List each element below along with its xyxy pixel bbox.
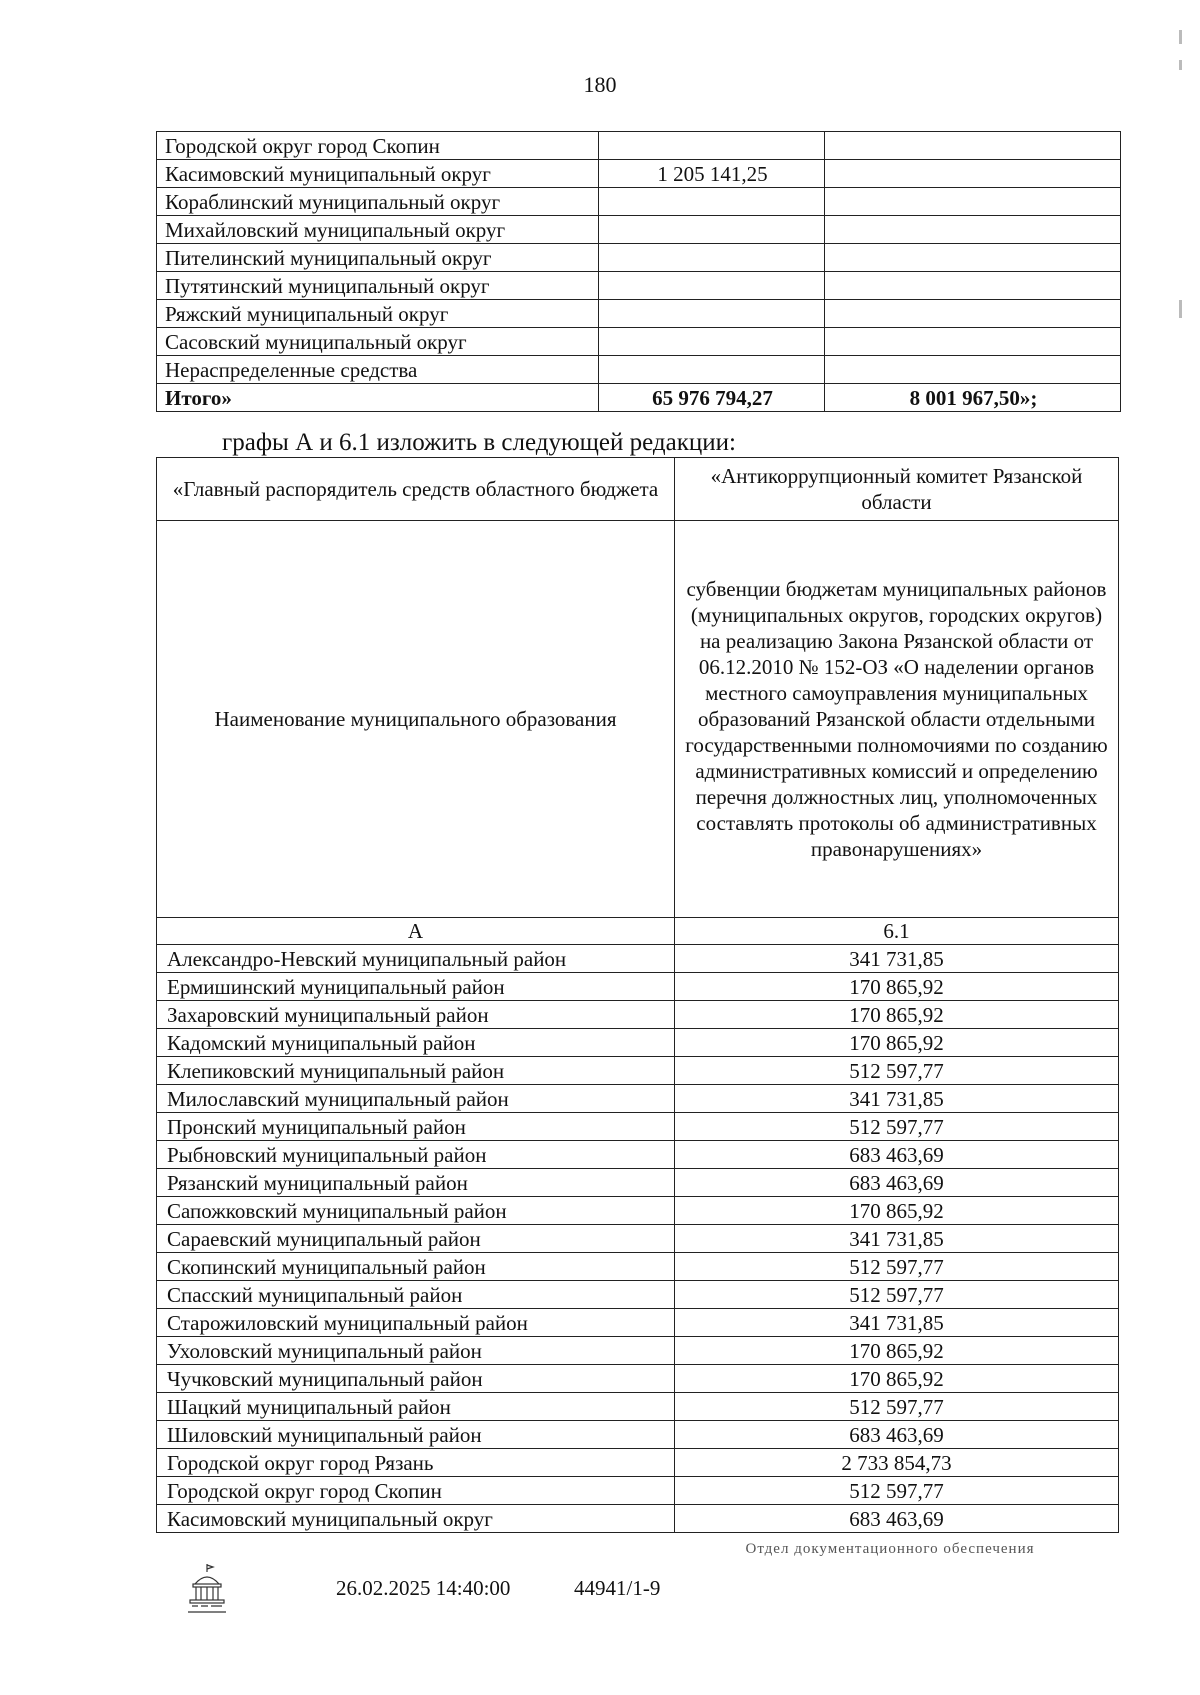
table-row xyxy=(157,1141,1119,1169)
subvention-amount-cell: 170 865,92 xyxy=(675,1197,1119,1225)
subvention-amount-cell: 512 597,77 xyxy=(675,1281,1119,1309)
municipality-name-cell: Чучковский муниципальный район xyxy=(157,1365,675,1393)
subvention-amount-cell: 341 731,85 xyxy=(675,945,1119,973)
subvention-table xyxy=(156,457,1119,1533)
municipality-name-cell: Шиловский муниципальный район xyxy=(157,1421,675,1449)
subvention-amount-cell: 512 597,77 xyxy=(675,1477,1119,1505)
table-row xyxy=(157,188,1121,216)
municipality-name-cell: Касимовский муниципальный округ xyxy=(157,1505,675,1533)
amount-cell xyxy=(825,244,1121,272)
footer-doc-code: 44941/1-9 xyxy=(574,1576,661,1600)
municipality-name-cell: Касимовский муниципальный округ xyxy=(157,160,599,188)
table-row xyxy=(157,1057,1119,1085)
amount-cell xyxy=(599,272,825,300)
total-amount: 65 976 794,27 xyxy=(599,384,825,412)
amount-cell xyxy=(825,356,1121,384)
table-row xyxy=(157,1477,1119,1505)
table-header-row-budget-holder xyxy=(157,458,1119,521)
municipality-name-cell: Пителинский муниципальный округ xyxy=(157,244,599,272)
header-municipality-name: Наименование муниципального образования xyxy=(157,521,675,918)
amount-cell xyxy=(599,188,825,216)
subvention-amount-cell: 341 731,85 xyxy=(675,1085,1119,1113)
scan-edge-mark xyxy=(1179,30,1182,44)
subvention-amount-cell: 170 865,92 xyxy=(675,973,1119,1001)
municipality-name-cell: Михайловский муниципальный округ xyxy=(157,216,599,244)
municipality-name-cell: Старожиловский муниципальный район xyxy=(157,1309,675,1337)
municipality-name-cell: Ряжский муниципальный округ xyxy=(157,300,599,328)
subvention-amount-cell: 683 463,69 xyxy=(675,1505,1119,1533)
table-row xyxy=(157,1029,1119,1057)
municipality-name-cell: Кадомский муниципальный район xyxy=(157,1029,675,1057)
total-row xyxy=(157,384,1121,412)
table-row xyxy=(157,1337,1119,1365)
footer-department-stamp: Отдел документационного обеспечения xyxy=(745,1541,1035,1557)
municipality-name-cell: Городской округ город Скопин xyxy=(157,1477,675,1505)
amount-cell xyxy=(825,300,1121,328)
table-row xyxy=(157,1169,1119,1197)
subvention-amount-cell: 170 865,92 xyxy=(675,1029,1119,1057)
table-row xyxy=(157,1253,1119,1281)
amount-cell xyxy=(599,132,825,160)
table-row xyxy=(157,1001,1119,1029)
table-row xyxy=(157,160,1121,188)
amount-cell xyxy=(599,216,825,244)
table-row xyxy=(157,1309,1119,1337)
table-row xyxy=(157,1449,1119,1477)
total-label: Итого» xyxy=(157,384,599,412)
amount-cell xyxy=(599,328,825,356)
municipality-name-cell: Нераспределенные средства xyxy=(157,356,599,384)
amount-cell xyxy=(825,132,1121,160)
municipality-name-cell: Клепиковский муниципальный район xyxy=(157,1057,675,1085)
table-row xyxy=(157,328,1121,356)
municipality-name-cell: Сапожковский муниципальный район xyxy=(157,1197,675,1225)
table-row xyxy=(157,1281,1119,1309)
municipality-name-cell: Скопинский муниципальный район xyxy=(157,1253,675,1281)
amount-cell xyxy=(825,272,1121,300)
table-row xyxy=(157,945,1119,973)
subvention-amount-cell: 170 865,92 xyxy=(675,1365,1119,1393)
municipality-name-cell: Путятинский муниципальный округ xyxy=(157,272,599,300)
subvention-amount-cell: 512 597,77 xyxy=(675,1113,1119,1141)
amount-cell: 1 205 141,25 xyxy=(599,160,825,188)
table-row xyxy=(157,1393,1119,1421)
table-row xyxy=(157,272,1121,300)
top-table-body xyxy=(157,132,1121,412)
amount-cell xyxy=(825,328,1121,356)
amount-cell xyxy=(599,244,825,272)
scan-edge-mark xyxy=(1179,60,1182,70)
municipality-name-cell: Шацкий муниципальный район xyxy=(157,1393,675,1421)
page-number: 180 xyxy=(583,72,617,97)
municipality-name-cell: Ермишинский муниципальный район xyxy=(157,973,675,1001)
amount-cell xyxy=(825,160,1121,188)
column-letter-6-1: 6.1 xyxy=(675,918,1119,945)
header-subvention-description: субвенции бюджетам муниципальных районов (муниципальных округов, городских округов) на реализацию Закона Рязанской области от 06.12.2010 № 152-ОЗ «О наделении органов местного самоуправления муниципальных образований Рязанской области отдельными государственными полномочиями по созданию административных комиссий и определению перечня должностных лиц, уполномоченных составлять протоколы об административных правонарушениях» xyxy=(675,521,1119,918)
table-column-letters-row xyxy=(157,918,1119,945)
municipality-name-cell: Спасский муниципальный район xyxy=(157,1281,675,1309)
municipality-name-cell: Городской округ город Рязань xyxy=(157,1449,675,1477)
scan-edge-mark xyxy=(1179,300,1182,318)
table-row xyxy=(157,300,1121,328)
top-table xyxy=(156,131,1121,412)
subvention-amount-cell: 170 865,92 xyxy=(675,1337,1119,1365)
municipality-name-cell: Пронский муниципальный район xyxy=(157,1113,675,1141)
table-header-row-columns xyxy=(157,521,1119,918)
duma-building-stamp-icon xyxy=(186,1562,228,1614)
municipality-name-cell: Кораблинский муниципальный округ xyxy=(157,188,599,216)
table-row xyxy=(157,1505,1119,1533)
subvention-amount-cell: 512 597,77 xyxy=(675,1253,1119,1281)
table-row xyxy=(157,973,1119,1001)
subvention-amount-cell: 341 731,85 xyxy=(675,1309,1119,1337)
municipality-name-cell: Милославский муниципальный район xyxy=(157,1085,675,1113)
municipality-name-cell: Рязанский муниципальный район xyxy=(157,1169,675,1197)
municipality-name-cell: Ухоловский муниципальный район xyxy=(157,1337,675,1365)
amount-cell xyxy=(599,356,825,384)
column-letter-a: А xyxy=(157,918,675,945)
municipality-name-cell: Сараевский муниципальный район xyxy=(157,1225,675,1253)
subvention-amount-cell: 512 597,77 xyxy=(675,1393,1119,1421)
table-row xyxy=(157,1113,1119,1141)
subvention-amount-cell: 512 597,77 xyxy=(675,1057,1119,1085)
subvention-table-body xyxy=(157,458,1119,1533)
municipality-name-cell: Захаровский муниципальный район xyxy=(157,1001,675,1029)
table-row xyxy=(157,1197,1119,1225)
table-row xyxy=(157,132,1121,160)
table-row xyxy=(157,356,1121,384)
municipality-name-cell: Александро-Невский муниципальный район xyxy=(157,945,675,973)
footer-datetime: 26.02.2025 14:40:00 xyxy=(336,1576,511,1600)
total-amount: 8 001 967,50»; xyxy=(825,384,1121,412)
municipality-name-cell: Городской округ город Скопин xyxy=(157,132,599,160)
subvention-amount-cell: 683 463,69 xyxy=(675,1141,1119,1169)
table-row xyxy=(157,1085,1119,1113)
amount-cell xyxy=(825,188,1121,216)
table-row xyxy=(157,1225,1119,1253)
subvention-amount-cell: 2 733 854,73 xyxy=(675,1449,1119,1477)
table-row xyxy=(157,244,1121,272)
subvention-amount-cell: 683 463,69 xyxy=(675,1169,1119,1197)
subvention-amount-cell: 170 865,92 xyxy=(675,1001,1119,1029)
amount-cell xyxy=(825,216,1121,244)
table-row xyxy=(157,216,1121,244)
table-row xyxy=(157,1421,1119,1449)
header-budget-holder-value: «Антикоррупционный комитет Рязанской области xyxy=(675,458,1119,521)
amendment-intro-text: графы А и 6.1 изложить в следующей редакции: xyxy=(222,429,736,456)
header-budget-holder-label: «Главный распорядитель средств областного бюджета xyxy=(157,458,675,521)
table-row xyxy=(157,1365,1119,1393)
subvention-amount-cell: 683 463,69 xyxy=(675,1421,1119,1449)
subvention-amount-cell: 341 731,85 xyxy=(675,1225,1119,1253)
municipality-name-cell: Сасовский муниципальный округ xyxy=(157,328,599,356)
municipality-name-cell: Рыбновский муниципальный район xyxy=(157,1141,675,1169)
amount-cell xyxy=(599,300,825,328)
